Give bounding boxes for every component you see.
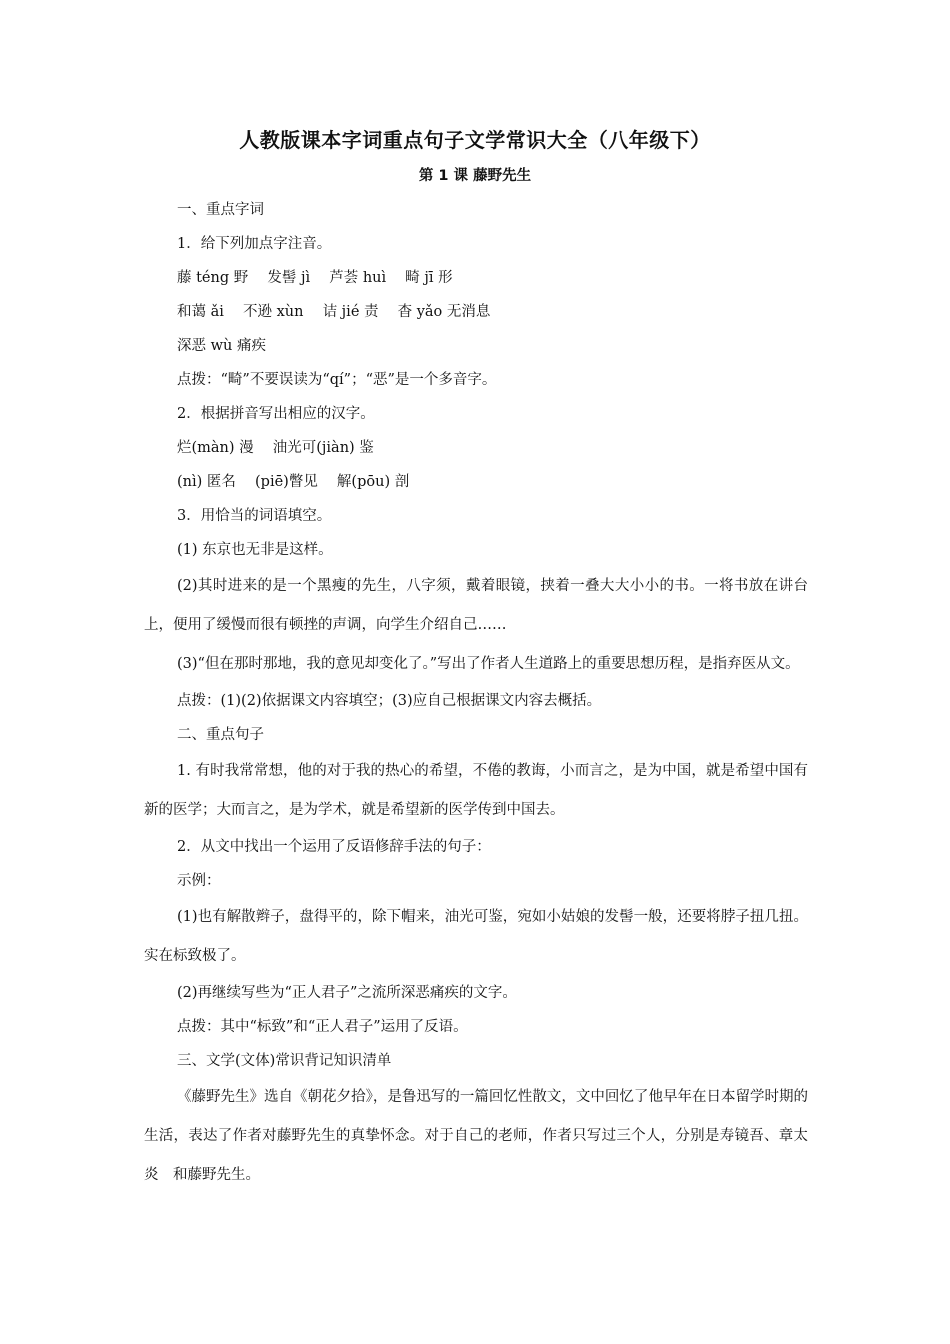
lesson-title: 第 1 课 藤野先生 bbox=[418, 168, 532, 184]
pinyin-line-1: 藤 téng 野 发髻 jì 芦荟 huì 畸 jī 形 bbox=[177, 270, 453, 286]
example-2: (2)再继续写些为“正人君子”之流所深恶痛疾的文字。 bbox=[177, 985, 517, 1001]
key-sentence-1: 1. 有时我常常想，他的对于我的热心的希望，不倦的教诲，小而言之，是为中国，就是希望中国有新的医学；大而言之，是为学术，就是希望新的医学传到中国去。 bbox=[144, 763, 808, 818]
character-line-2: (nì) 匿名 (piē)瞥见 解(pōu) 剖 bbox=[177, 474, 410, 490]
fill-blank-1: (1) 东京也无非是这样。 bbox=[177, 542, 333, 558]
document-title: 人教版课本字词重点句子文学常识大全（八年级下） bbox=[239, 128, 711, 152]
example-1: (1)也有解散辫子，盘得平的，除下帽来，油光可鉴，宛如小姑娘的发髻一般，还要将脖子扭几扭。实在标致极了。 bbox=[144, 909, 808, 964]
example-label: 示例： bbox=[177, 873, 221, 889]
document-body bbox=[144, 193, 808, 1195]
question-3-fill-blank: 3．用恰当的词语填空。 bbox=[177, 508, 332, 524]
fill-blank-3: (3)“但在那时那地，我的意见却变化了。”写出了作者人生道路上的重要思想历程，是指弃医从文。 bbox=[177, 656, 800, 672]
pinyin-line-2: 和蔼 ǎi 不逊 xùn 诘 jié 责 杳 yǎo 无消息 bbox=[177, 304, 491, 320]
question-1-pinyin: 1．给下列加点字注音。 bbox=[177, 236, 332, 252]
character-line-1: 烂(màn) 漫 油光可(jiàn) 鉴 bbox=[177, 440, 374, 456]
literature-paragraph: 《藤野先生》选自《朝花夕拾》，是鲁迅写的一篇回忆性散文，文中回忆了他早年在日本留学时期的生活，表达了作者对藤野先生的真挚怀念。对于自己的老师，作者只写过三个人，分别是寿镜吾、章太炎 和藤野先生。 bbox=[144, 1089, 808, 1183]
key-sentence-2-prompt: 2．从文中找出一个运用了反语修辞手法的句子： bbox=[177, 839, 491, 855]
tip-2: 点拨：(1)(2)依据课文内容填空；(3)应自己根据课文内容去概括。 bbox=[177, 693, 602, 709]
tip-1: 点拨：“畸”不要误读为“qí”；“恶”是一个多音字。 bbox=[177, 372, 497, 388]
section-heading-key-words: 一、重点字词 bbox=[177, 202, 264, 218]
pinyin-line-3: 深恶 wù 痛疾 bbox=[177, 338, 266, 354]
section-heading-literature: 三、文学(文体)常识背记知识清单 bbox=[177, 1053, 392, 1069]
fill-blank-2: (2)其时进来的是一个黑瘦的先生，八字须，戴着眼镜，挟着一叠大大小小的书。一将书放在讲台上，便用了缓慢而很有顿挫的声调，向学生介绍自己…… bbox=[144, 578, 808, 633]
tip-3: 点拨：其中“标致”和“正人君子”运用了反语。 bbox=[177, 1019, 468, 1035]
section-heading-key-sentences: 二、重点句子 bbox=[177, 727, 264, 743]
question-2-characters: 2．根据拼音写出相应的汉字。 bbox=[177, 406, 375, 422]
